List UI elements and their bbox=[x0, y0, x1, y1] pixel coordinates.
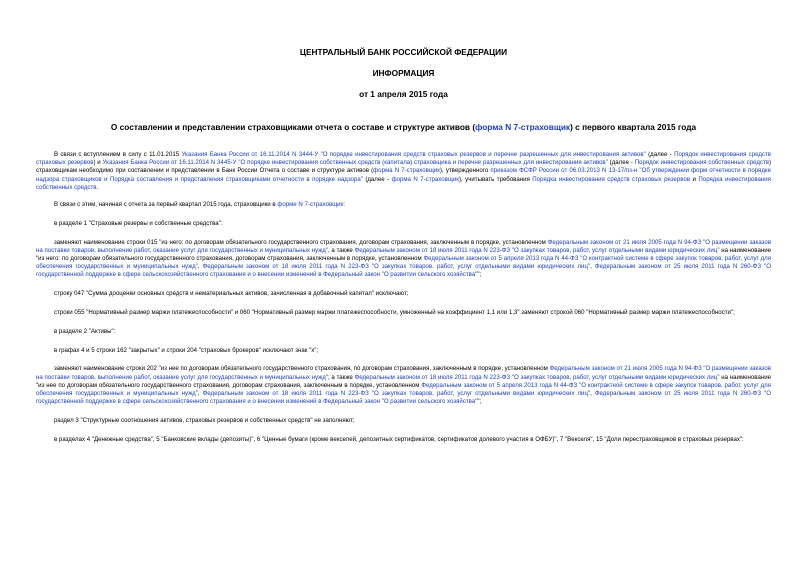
text: ) и bbox=[93, 159, 103, 167]
text: , а также bbox=[327, 246, 355, 254]
link-fz-94-b[interactable]: Федеральным законом от 21 июля 2005 года N 94-ФЗ "О размещении заказов на поставки товаров, выполнение работ, оказание услуг для государственных и муниципальных нужд" bbox=[36, 365, 772, 381]
text: . bbox=[96, 183, 99, 191]
paragraph-10: раздел 3 "Структурные соотношения активов, страховых резервов и собственных средств" не заполняют; bbox=[54, 417, 355, 425]
link-fz-223-d[interactable]: Федеральным законом от 18 июля 2011 года N 223-ФЗ "О закупках товаров, работ, услуг отдельными видами юридических лиц" bbox=[202, 390, 591, 398]
link-poryadok-rezervov[interactable]: Порядок инвестирования средств страховых резервов bbox=[36, 151, 772, 167]
link-poryadok-rezervov-b[interactable]: Порядка инвестирования средств страховых резервов bbox=[532, 175, 691, 183]
paragraph-7: в разделе 2 "Активы": bbox=[54, 327, 116, 335]
link-forma-7[interactable]: форма N 7-страховщик bbox=[373, 167, 440, 175]
link-ukazanie-3444[interactable]: Указания Банка России от 16.11.2014 N 3444-У "О порядке инвестирования средств страховых резервов и перечне разрешенных для инвестирования активов" bbox=[181, 151, 646, 158]
paragraph-1 bbox=[36, 151, 771, 192]
text: "; bbox=[477, 398, 482, 406]
document-date: от 1 апреля 2015 года bbox=[359, 89, 448, 99]
text: на наименование "из него: по договорам обязательного государственного страхования, договорам страхования, заключенным в порядке, установленном bbox=[36, 246, 772, 263]
text: В связи с этим, начиная с отчета за первый квартал 2015 года, страховщики в bbox=[54, 201, 278, 209]
text: ) страховщикам необходимо при составлении и представлении в Банк России Отчета о составе и структуре активов ( bbox=[36, 159, 771, 175]
title-text-post: ) с первого квартала 2015 года bbox=[570, 122, 697, 132]
link-forma-7-c[interactable]: форме N 7-страховщик bbox=[277, 201, 344, 209]
link-fz-44-b[interactable]: Федеральным законом от 5 апреля 2013 года N 44-ФЗ "О контрактной системе в сфере закупок товаров, работ, услуг для обеспечения государственных и муниципальных нужд" bbox=[36, 381, 771, 398]
link-poryadok-sobstvennyh-b[interactable]: Порядка инвестирования собственных средств bbox=[36, 175, 771, 191]
text: В связи с вступлением в силу с 11.01.2015 bbox=[54, 151, 182, 158]
link-fz-223-c[interactable]: Федеральным законом от 18 июля 2011 года N 223-ФЗ "О закупках товаров, работ, услуг отдельными видами юридических лиц" bbox=[354, 373, 720, 381]
paragraph-5: строку 047 "Сумма дооценки основных средств и нематериальных активов, зачисленная в добавочный капитал" исключают; bbox=[54, 290, 409, 298]
paragraph-6: строки 055 "Нормативный размер маржи платежеспособности" и 060 "Нормативный размер маржи платежеспособности, умноженный на коэффициент 1,1 или 1,3" заменяют строкой 060 "Нормативный размер маржи платежеспособности"; bbox=[54, 309, 735, 317]
text: ), утвержденного bbox=[439, 167, 491, 175]
document-body bbox=[36, 151, 771, 455]
paragraph-3: в разделе 1 "Страховые резервы и собственные средства": bbox=[54, 219, 223, 227]
paragraph-4 bbox=[36, 239, 771, 280]
link-fz-94[interactable]: Федеральным законом от 21 июля 2005 года N 94-ФЗ "О размещении заказов на поставки товаров, выполнение работ, оказание услуг для государственных и муниципальных нужд" bbox=[36, 238, 771, 254]
text: (далее - bbox=[362, 175, 392, 183]
text: , bbox=[590, 263, 595, 271]
link-ukazanie-3445[interactable]: Указания Банка России от 16.11.2014 N 3445-У "О порядке инвестирования собственных средств (капитала) страховщика и перечне разрешенных для инвестирования активов" bbox=[102, 159, 608, 167]
link-fz-260-b[interactable]: Федеральным законом от 25 июля 2011 года N 260-ФЗ "О государственной поддержке в сфере сельскохозяйственного страхования и о внесении изменений в Федеральный закон "О развитии сельского хозяйства" bbox=[36, 390, 771, 406]
paragraph-2 bbox=[36, 201, 771, 209]
text: ), учитывать требования bbox=[458, 175, 533, 183]
link-forma-7-b[interactable]: форма N 7-страховщик bbox=[391, 175, 459, 183]
text: (далее - bbox=[607, 159, 635, 167]
link-prikaz-fsfr[interactable]: приказом ФСФР России от 06.03.2013 N 13-17/пз-н "Об утверждении форм отчетности в порядке надзора страховщиков и Порядка составления и представления страховщиками отчетности в порядке надзора" bbox=[36, 167, 772, 183]
text: , bbox=[197, 263, 203, 271]
link-poryadok-sobstvennyh[interactable]: Порядок инвестирования собственных средств bbox=[634, 159, 769, 167]
text: на наименование "из нее по договорам обязательного государственного страхования, договорам страхования, заключенным в порядке, установленном bbox=[36, 373, 772, 389]
link-fz-260[interactable]: Федеральным законом от 25 июля 2011 года N 260-ФЗ "О государственной поддержке в сфере сельскохозяйственного страхования и о внесении изменений в Федеральный закон "О развитии сельского хозяйства" bbox=[36, 263, 771, 279]
bank-name: ЦЕНТРАЛЬНЫЙ БАНК РОССИЙСКОЙ ФЕДЕРАЦИИ bbox=[299, 47, 508, 57]
document-kind: ИНФОРМАЦИЯ bbox=[372, 68, 435, 78]
link-fz-223[interactable]: Федеральным законом от 18 июля 2011 года N 223-ФЗ "О закупках товаров, работ, услуг отдельными видами юридических лиц" bbox=[354, 246, 720, 254]
text: ; а также bbox=[327, 373, 355, 381]
paragraph-9 bbox=[36, 365, 771, 406]
text: заменяют наименование строки 015 "из него: по договорам обязательного государственного страхования, договорам страхования, заключенным в порядке, установленном bbox=[54, 238, 548, 246]
text: и bbox=[690, 175, 699, 183]
text: , bbox=[590, 390, 595, 398]
link-fz-44[interactable]: Федеральным законом от 5 апреля 2013 года N 44-ФЗ "О контрактной системе в сфере закупок товаров, работ, услуг для обеспечения государственных и муниципальных нужд" bbox=[36, 255, 771, 271]
text: заменяют наименование строки 202 "из нее по договорам обязательного государственного страхования, по договорам страхования, заключенным в порядке, установленном bbox=[54, 365, 550, 373]
paragraph-11: в разделах 4 "Денежные средства", 5 "Банковские вклады (депозиты)", 6 "Ценные бумаги (кроме векселей, депозитных сертификатов, сертификатов долевого участия в ОФБУ)", 7 "Векселя", 15 "Доли перестраховщиков в страховых резервах": bbox=[54, 435, 744, 443]
text: "; bbox=[477, 271, 482, 279]
text: , bbox=[197, 390, 203, 398]
link-fz-223-b[interactable]: Федеральным законом от 18 июля 2011 года N 223-ФЗ "О закупках товаров, работ, услуг отдельными видами юридических лиц" bbox=[202, 263, 591, 271]
title-text-pre: О составлении и представлении страховщиками отчета о составе и структуре активов ( bbox=[110, 122, 476, 132]
title-form-link[interactable]: форма N 7-страховщик bbox=[475, 122, 571, 132]
document-title bbox=[0, 122, 807, 132]
paragraph-8: в графах 4 и 5 строки 162 "закрытых" и строки 204 "страховых брокеров" исключают знак "х"; bbox=[54, 346, 319, 354]
text: (далее - bbox=[645, 151, 675, 158]
text: : bbox=[343, 201, 345, 209]
